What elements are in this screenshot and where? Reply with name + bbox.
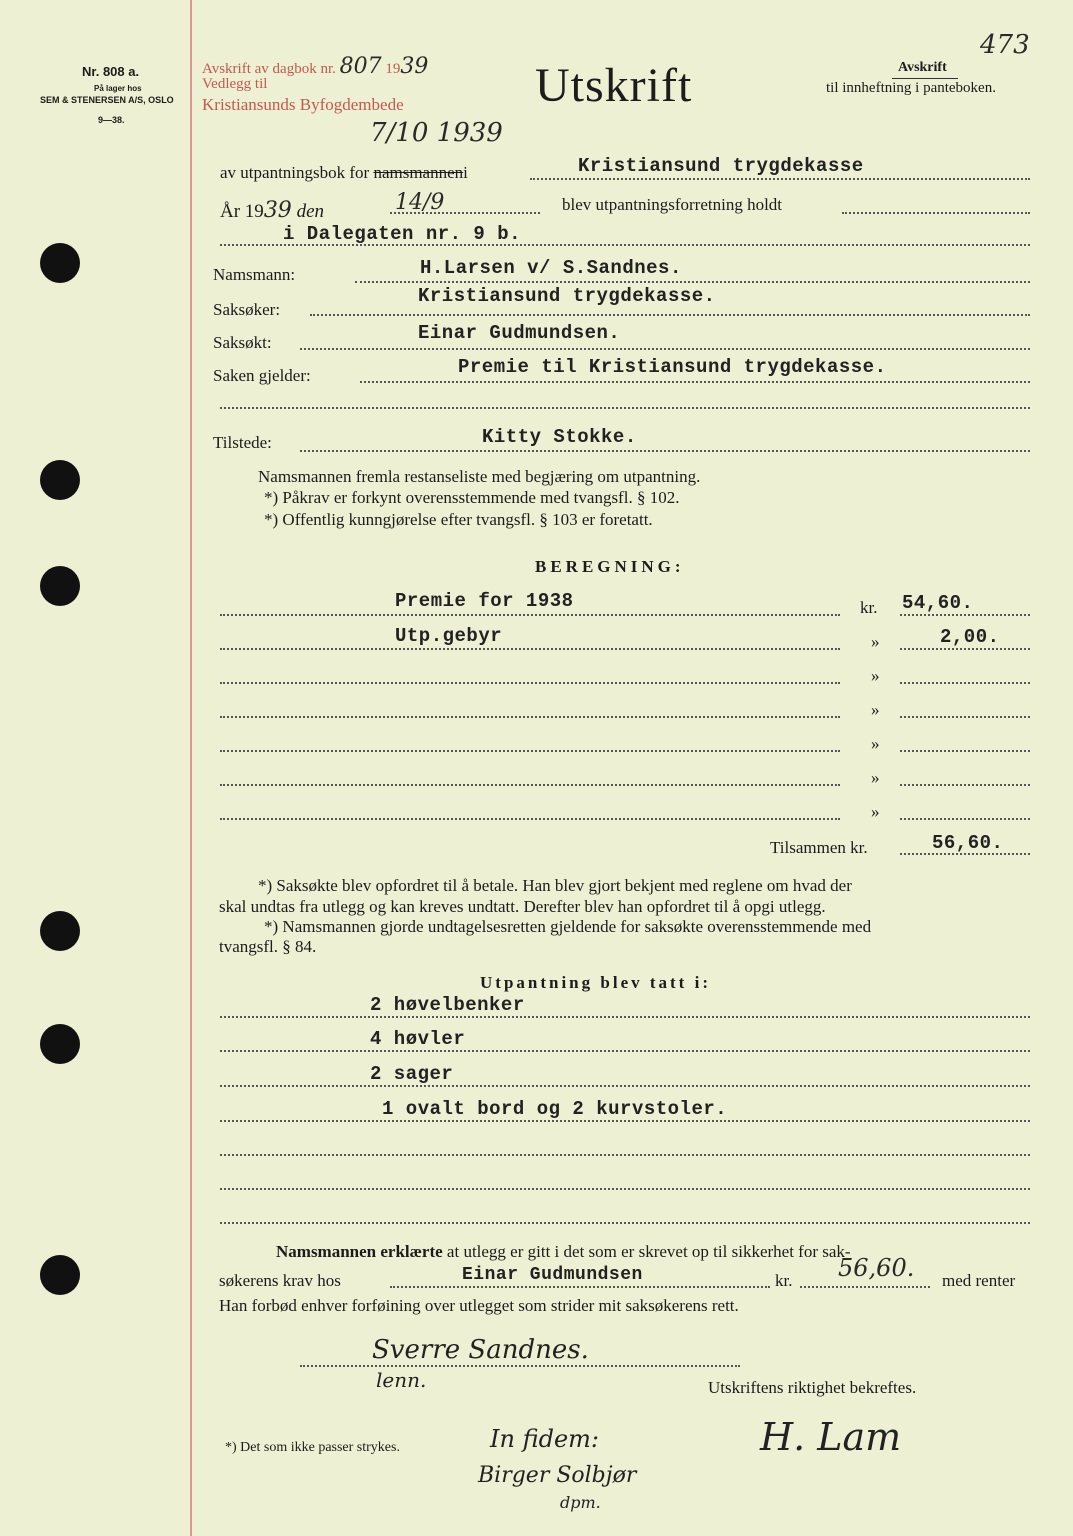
seized-item: 1 ovalt bord og 2 kurvstoler. [382,1098,728,1120]
calc-row-desc: Utp.gebyr [395,625,503,647]
ditto-mark: » [871,632,880,651]
avskrift-underline [892,78,958,79]
calc-row-amount: 2,00. [940,626,1000,648]
signature-namsmann: Sverre Sandnes. [372,1335,589,1365]
punch-hole [40,243,80,283]
form-date: 9—38. [98,115,125,125]
declaration-line3: Han forbød enhver forføining over utlegget som strider mit saksøkerens rett. [219,1296,739,1315]
in-fidem: In fidem: [490,1425,599,1453]
declaration-debtor: Einar Gudmundsen [462,1265,643,1285]
namsmann-label: Namsmann: [213,265,296,284]
dotted-line [220,682,840,684]
kr-label: kr. [860,598,878,617]
stamp-line2: Vedlegg til [202,76,268,92]
dotted-line [220,1120,1030,1122]
namsmann-value: H.Larsen v/ S.Sandnes. [420,257,682,279]
dotted-line [220,648,840,650]
year-label: År 1939 den [220,198,324,223]
stamp-line1: Avskrift av dagbok nr. 807 1939 [202,54,429,79]
ditto-mark: » [871,700,880,719]
punch-hole [40,460,80,500]
dotted-line [220,1188,1030,1190]
dotted-line [220,407,1030,409]
dotted-line [390,212,540,214]
stamp-date: 7/10 1939 [370,118,503,148]
dotted-line [220,614,840,616]
saksoker-value: Kristiansund trygdekasse. [418,285,716,307]
avskrift-sub: til innheftning i panteboken. [826,80,996,96]
dotted-line [842,212,1030,214]
tilstede-value: Kitty Stokke. [482,426,637,448]
punch-hole [40,566,80,606]
declaration-kr: kr. [775,1271,793,1290]
saken-value: Premie til Kristiansund trygdekasse. [458,356,887,378]
ditto-mark: » [871,666,880,685]
dotted-line [900,682,1030,684]
held-label: blev utpantningsforretning holdt [562,195,783,214]
signature-witness: Birger Solbjør [478,1463,637,1488]
beregning-heading: BEREGNING: [535,557,685,576]
seized-item: 4 høvler [370,1028,466,1050]
declaration-line1: Namsmannen erklærte at utlegg er gitt i det som er skrevet op til sikkerhet for sak- [276,1242,851,1261]
note-p2-line1: *) Namsmannen gjorde undtagelsesretten gjeldende for saksøkte overensstemmende med [264,917,872,936]
note-2: *) Påkrav er forkynt overensstemmende med tvangsfl. § 102. [264,488,680,507]
ditto-mark: » [871,734,880,753]
signature-namsmann-sub: lenn. [376,1368,427,1392]
page-title: Utskrift [535,59,693,112]
punch-hole [40,1024,80,1064]
dotted-line [360,381,1030,383]
ditto-mark: » [871,802,880,821]
punch-hole [40,911,80,951]
dotted-line [530,178,1030,180]
total-label: Tilsammen kr. [770,838,868,857]
dotted-line [220,750,840,752]
dotted-line [220,818,840,820]
declaration-amount: 56,60. [838,1254,915,1282]
source-value: Kristiansund trygdekasse [578,155,864,177]
dotted-line [900,750,1030,752]
dotted-line [310,314,1030,316]
saksoker-label: Saksøker: [213,300,281,319]
tilstede-label: Tilstede: [213,433,272,452]
calc-row-desc: Premie for 1938 [395,590,574,612]
publisher-line2: SEM & STENERSEN A/S, OSLO [40,95,174,105]
dotted-line [355,281,1030,283]
avskrift-label: Avskrift [898,60,947,75]
dotted-line [220,1016,1030,1018]
dotted-line [300,348,1030,350]
total-value: 56,60. [932,832,1004,854]
declaration-rest: med renter [942,1271,1016,1290]
dotted-line [220,784,840,786]
dotted-line [220,1222,1030,1224]
punch-hole [40,1255,80,1295]
note-p1-line2: skal undtas fra utlegg og kan kreves undtatt. Derefter blev han opfordret til å opgi utlegg. [219,897,826,916]
note-1: Namsmannen fremla restanseliste med begjæring om utpantning. [258,467,701,486]
dotted-line [900,818,1030,820]
ditto-mark: » [871,768,880,787]
page-number: 473 [980,30,1030,60]
seized-item: 2 sager [370,1063,454,1085]
dotted-line [220,244,1030,246]
dotted-line [220,1050,1030,1052]
declaration-line2-label: søkerens krav hos [219,1271,341,1290]
location-value: i Dalegaten nr. 9 b. [283,223,522,245]
footnote: *) Det som ikke passer strykes. [225,1440,400,1455]
note-p2-line2: tvangsfl. § 84. [219,937,317,956]
utpantning-heading: Utpantning blev tatt i: [480,973,711,992]
dotted-line [300,1365,740,1367]
dotted-line [900,853,1030,855]
dotted-line [900,648,1030,650]
dotted-line [300,450,1030,452]
dotted-line [390,1286,770,1288]
date-value: 14/9 [395,190,445,215]
saksokt-label: Saksøkt: [213,333,272,352]
note-p1-line1: *) Saksøkte blev opfordret til å betale. Han blev gjort bekjent med reglene om hvad der [258,876,852,895]
dotted-line [900,614,1030,616]
signature-witness-sub: dpm. [560,1493,601,1512]
dotted-line [900,784,1030,786]
dotted-line [220,716,840,718]
margin-line [190,0,192,1536]
signature-official: H. Lam [760,1415,902,1459]
dotted-line [220,1085,1030,1087]
saken-label: Saken gjelder: [213,366,311,385]
seized-item: 2 høvelbenker [370,994,525,1016]
dotted-line [900,716,1030,718]
dotted-line [220,1154,1030,1156]
source-label: av utpantningsbok for namsmanneni [220,163,468,182]
dotted-line [800,1286,930,1288]
form-number: Nr. 808 a. [82,64,140,79]
saksokt-value: Einar Gudmundsen. [418,322,621,344]
calc-row-amount: 54,60. [902,592,974,614]
confirm-text: Utskriftens riktighet bekreftes. [708,1378,917,1397]
stamp-line3: Kristiansunds Byfogdembede [202,95,404,114]
note-3: *) Offentlig kunngjørelse efter tvangsfl. § 103 er foretatt. [264,510,653,529]
publisher-line1: På lager hos [94,84,142,93]
